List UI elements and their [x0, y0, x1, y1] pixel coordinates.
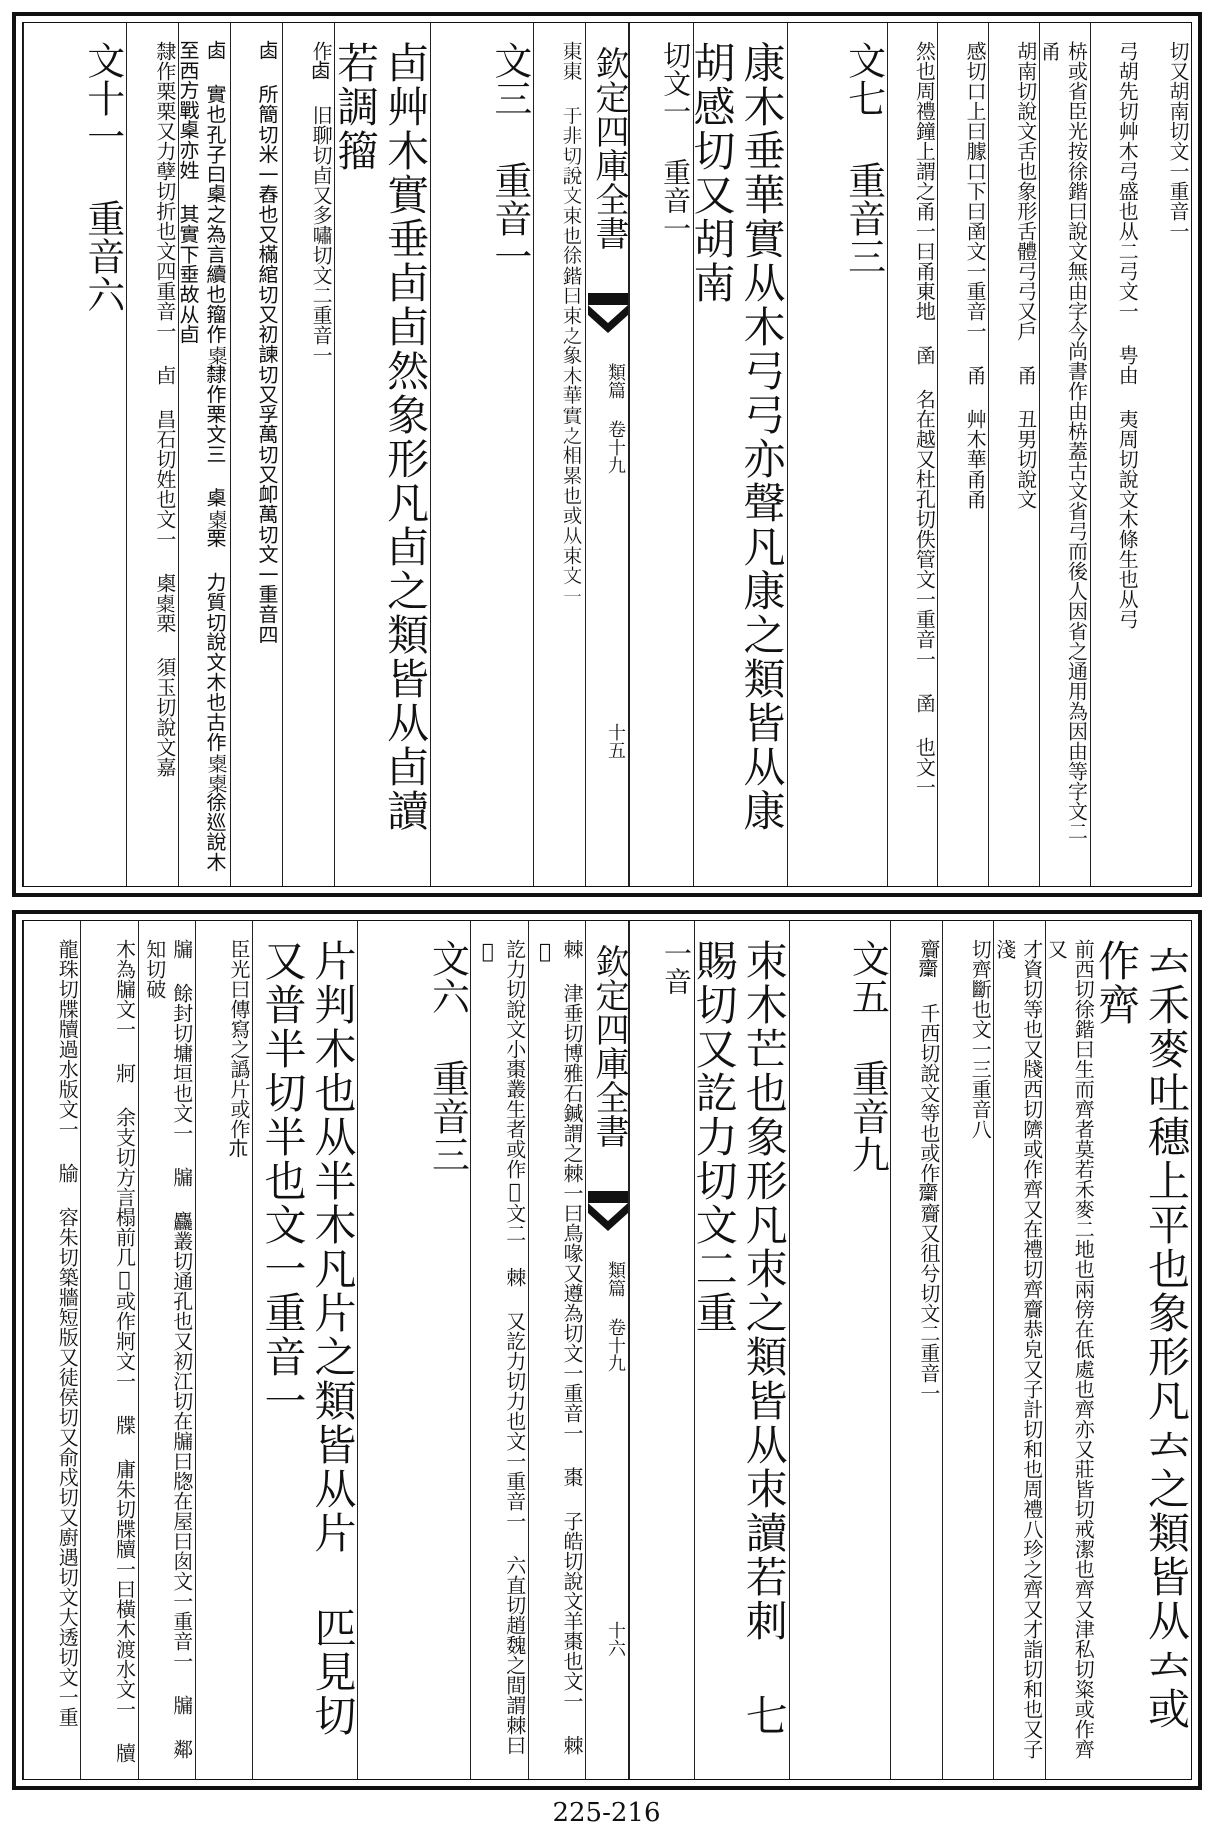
column-text: 切齊斷也文一三重音八	[968, 939, 993, 1139]
text-column	[890, 921, 941, 1779]
text-column	[282, 23, 334, 886]
book-title: 欽定四庫全書	[589, 46, 629, 250]
text-column	[942, 921, 993, 1779]
text-column	[195, 921, 252, 1779]
text-column	[789, 921, 891, 1779]
section-count-label: 文五 重音九	[845, 939, 890, 1173]
text-column	[988, 23, 1039, 886]
text-column	[126, 23, 178, 886]
text-column	[1091, 921, 1191, 1779]
text-column	[689, 921, 789, 1779]
fish-tail-mark-icon	[588, 1191, 628, 1251]
fish-tail-mark-icon	[588, 293, 628, 353]
page-footer-number: 225-216	[552, 1798, 661, 1828]
text-column	[629, 23, 693, 886]
column-text: 隸作栗栗又力孽切折也文四重音一 卣 昌石切姓也文一 㮚𥻆栗 須玉切說文嘉	[152, 41, 177, 777]
column-text: 臣光曰傳寫之譌片或作𣎳	[227, 939, 251, 1159]
column-text: 𠧪 所簡切米一舂也又樠綰切又初諫切又孚萬切又卹萬切文一重音四	[257, 41, 282, 645]
column-text: 卣艸木實垂卣卣然象形凡卣之類皆从卣讀若調籀	[331, 41, 431, 833]
column-text: 木為牖文一 牁 余支切方言榻前几𣎬或作牁文一 牒 庸朱切牒牘一曰橫木渡水文一 牘	[112, 939, 137, 1763]
text-column	[430, 23, 533, 886]
text-column	[1090, 23, 1141, 886]
leaf-number: 十五	[605, 723, 626, 759]
column-text: 朿木芒也象形凡朿之類皆从朿讀若刺 七賜切又訖力切文二重	[689, 939, 789, 1738]
text-column	[787, 23, 887, 886]
column-text: 龍珠切牒牘過水版文一 牏 容朱切築牆短版又徒侯切又俞戍切又廚遇切文大透切文一重	[55, 939, 80, 1727]
text-column	[23, 23, 126, 886]
text-column	[1045, 921, 1096, 1779]
column-text: 切文一 重音一	[659, 41, 693, 242]
text-column	[23, 921, 80, 1779]
center-fold-gutter	[585, 23, 629, 886]
column-text: 𠫓禾麥吐穗上平也象形凡𠫓之類皆从𠫓或作齊	[1091, 939, 1191, 1731]
column-text: 作𠧪 旧聊切卣又多嘯切文二重音一	[309, 41, 334, 365]
text-column	[687, 23, 787, 886]
leaf-number: 十六	[605, 1621, 626, 1657]
column-text: 前西切徐鍇曰生而齊者莫若禾麥二地也兩傍在低處也齊亦又莊皆切戒潔也齊又津私切粢或作齊又	[1044, 939, 1096, 1759]
text-column	[80, 921, 137, 1779]
column-text: 康木垂華實从木弓弓亦聲凡康之類皆从康 胡感切又胡南	[687, 41, 787, 833]
section-count-label: 文十一 重音六	[80, 41, 125, 313]
text-column	[1039, 23, 1090, 886]
text-column	[331, 23, 431, 886]
column-text: 棘 津垂切博雅石鍼謂之棘一曰鳥喙又遵為切文一重音一 棗 子皓切說文羊棗也文一 棘𣗥	[532, 939, 584, 1755]
column-text: 胡南切說文舌也象形舌體弓弓又戶 甬 丑男切說文	[1013, 41, 1038, 509]
text-column	[629, 921, 694, 1779]
column-text: 然也周禮鐘上謂之甬一曰甬東地 圅 名在越又杜孔切佚管文一重音一 圅 也文一	[912, 41, 937, 797]
section-and-volume: 類篇 卷十九	[605, 1261, 626, 1372]
text-column	[178, 23, 230, 886]
section-and-volume: 類篇 卷十九	[605, 363, 626, 474]
column-text: 齎𪗉 千西切說文等也或作𪗉齎又徂兮切文二重音一	[916, 939, 941, 1403]
text-column	[252, 921, 357, 1779]
column-text: 感切口上曰臄口下曰圅文一重音一 甬 艸木華甬甬	[963, 41, 988, 509]
column-text: 𣐺𣐺 于非切說文束也徐鍇曰束之象木華實之相累也或从束文一	[559, 41, 584, 605]
column-text: 一音	[660, 939, 693, 995]
text-column	[138, 921, 195, 1779]
column-text: 弓胡先切艸木弓盛也从二弓文一 甹由 夷周切說文木條生也从弓	[1115, 41, 1140, 629]
top-page	[12, 12, 1202, 897]
column-text: 𠧪 實也孔子曰㮚之為言續也籀作𥻆隸作栗文三 㮚𥻆栗 力質切說文木也古作𥻆𥻆徐巡說木至西方戰㮚亦姓 其實下垂故从卣	[177, 41, 229, 873]
text-column	[528, 921, 585, 1779]
column-text: 枿或省臣光按徐鍇曰說文無由字今尚書作由枿蓋古文省弓而後人因省之通用為因由等字文二 甬	[1037, 41, 1089, 841]
section-count-label: 文七 重音三	[841, 41, 886, 275]
bottom-page-columns	[22, 920, 1192, 1780]
text-column	[993, 921, 1044, 1779]
book-title: 欽定四庫全書	[589, 944, 629, 1148]
text-column	[1140, 23, 1191, 886]
bottom-page	[12, 910, 1202, 1790]
column-text: 牖 餘封切墉垣也文一 牖 麤叢切通孔也又初江切在牖曰牎在屋曰囱文一重音一 牖 鄰知切破	[142, 939, 194, 1759]
text-column	[357, 921, 470, 1779]
column-text: 訖力切說文小棗叢生者或作𣗥文二 棘 又訖力切力也文一重音一 六直切趙魏之間謂棘曰𣗥	[475, 939, 527, 1755]
center-fold-gutter	[585, 921, 629, 1779]
column-text: 切又胡南切文一重音一	[1165, 41, 1190, 241]
text-column	[887, 23, 938, 886]
column-text: 才資切等也又牋西切隮或作齊又在禮切齊齎恭皃又子計切和也周禮八珍之齊又才詣切和也又子淺	[992, 939, 1044, 1759]
section-count-label: 文六 重音三	[425, 939, 470, 1173]
text-column	[470, 921, 527, 1779]
section-count-label: 文三 重音一	[487, 41, 532, 275]
text-column	[937, 23, 988, 886]
top-page-columns	[22, 22, 1192, 887]
text-column	[230, 23, 282, 886]
text-column	[533, 23, 585, 886]
column-text: 片判木也从半木凡片之類皆从片 匹見切又普半切半也文一重音一	[258, 939, 358, 1738]
